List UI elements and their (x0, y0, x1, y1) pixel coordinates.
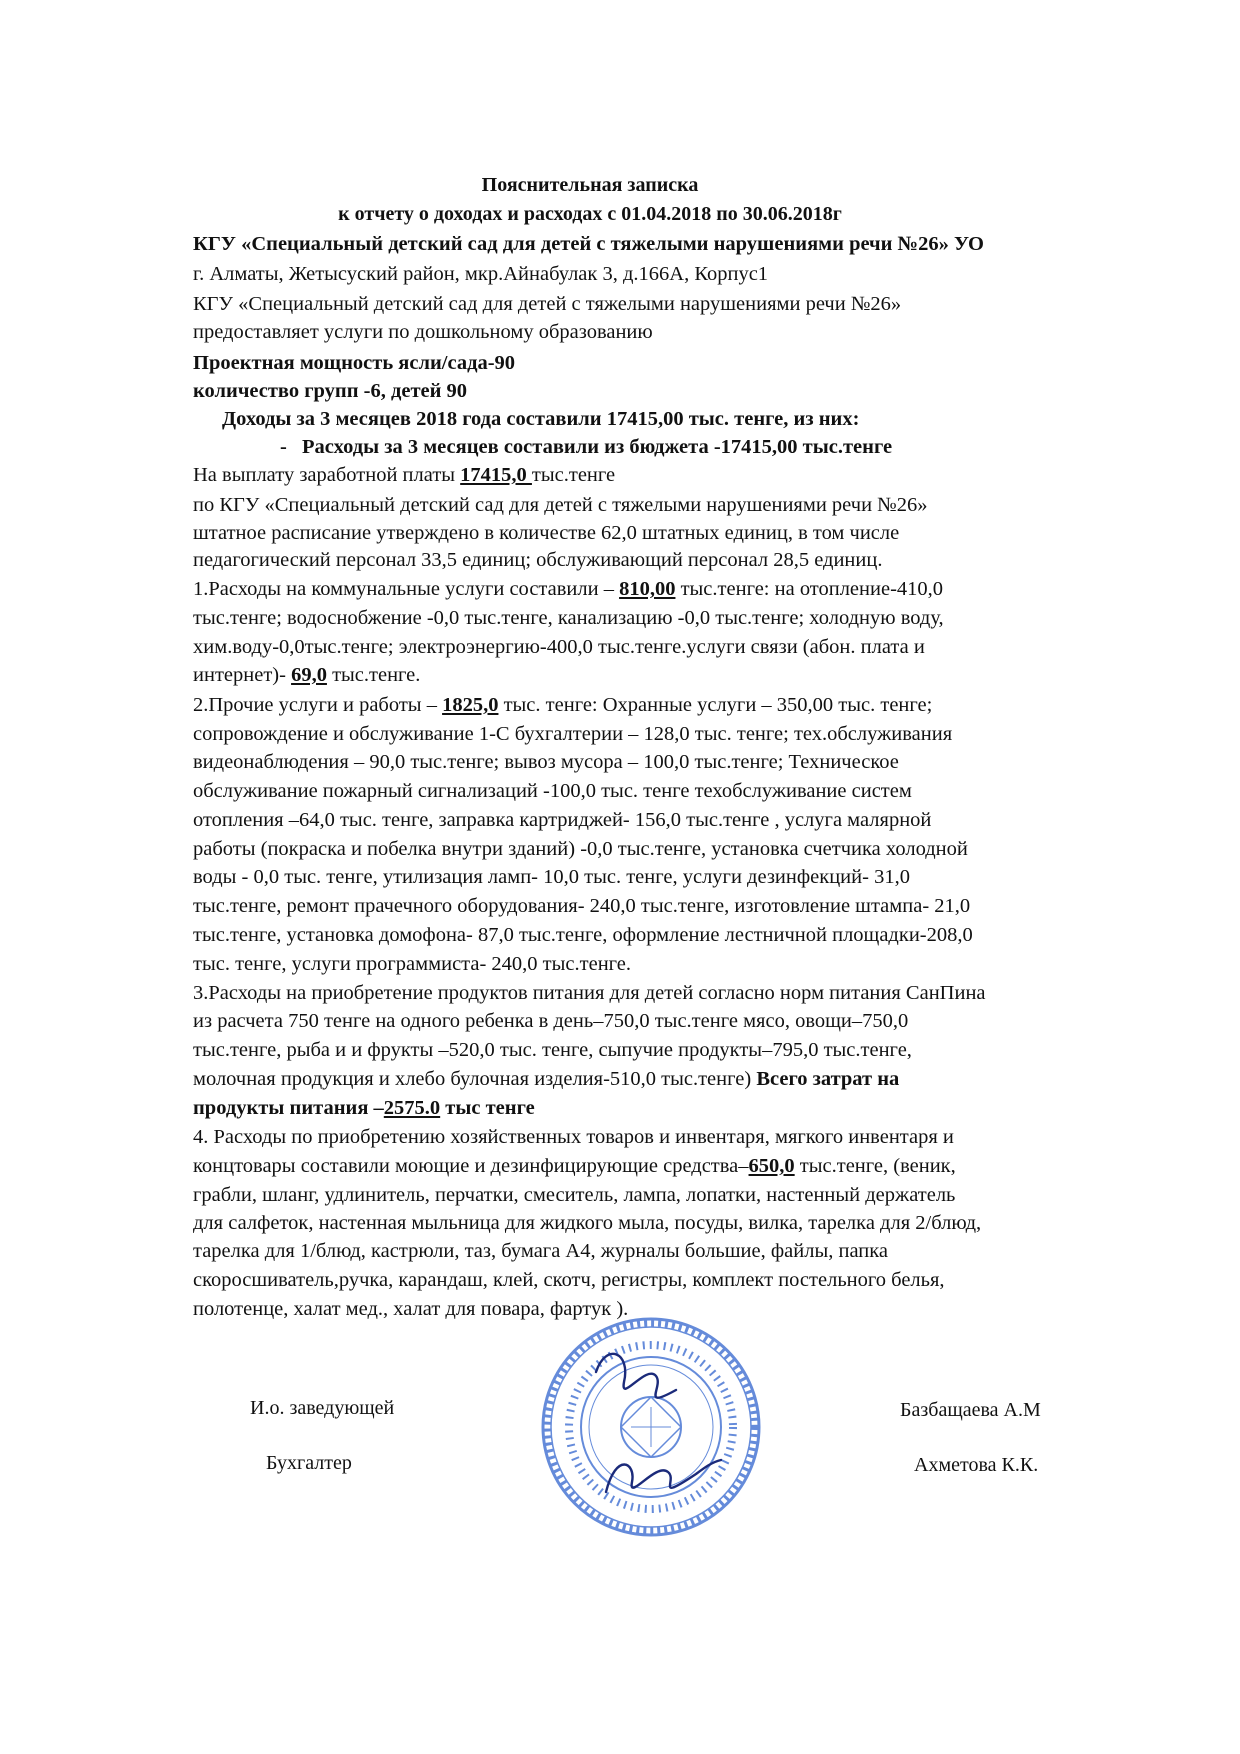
section4-line-7: полотенце, халат мед., халат для повара, фартук ). (193, 1298, 629, 1320)
section2-line-5: отопления –64,0 тыс. тенге, заправка картриджей- 156,0 тыс.тенге , услуга малярной (193, 809, 932, 831)
section2-line-7: воды - 0,0 тыс. тенге, утилизация ламп- 10,0 тыс. тенге, услуги дезинфекций- 31,0 (193, 866, 910, 888)
staff-line-1: по КГУ «Специальный детский сад для детей с тяжелыми нарушениями речи №26» (193, 494, 928, 516)
section4-line-1: 4. Расходы по приобретению хозяйственных товаров и инвентаря, мягкого инвентаря и (193, 1126, 954, 1148)
signature-name-accountant: Ахметова К.К. (914, 1454, 1039, 1476)
section1-text: тыс.тенге. (326, 664, 421, 686)
document-subtitle: к отчету о доходах и расходах с 01.04.2018 по 30.06.2018г (338, 203, 842, 225)
section2-text: тыс. тенге: Охранные услуги – 350,00 тыс. тенге; (498, 694, 933, 716)
address: г. Алматы, Жетысуский район, мкр.Айнабулак 3, д.166А, Корпус1 (193, 263, 769, 285)
section2-text: 2.Прочие услуги и работы – (193, 694, 443, 716)
section3-line-5 (193, 1097, 535, 1120)
salary-value: 17415,0 (460, 464, 532, 486)
section3-line-3: тыс.тенге, рыба и и фрукты –520,0 тыс. тенге, сыпучие продукты–795,0 тыс.тенге, (193, 1039, 912, 1061)
section3-total-label: Всего затрат на (756, 1068, 900, 1090)
section1-line-2: тыс.тенге; водоснобжение -0,0 тыс.тенге, канализацию -0,0 тыс.тенге; холодную воду, (193, 607, 944, 629)
section1-line-1 (193, 578, 943, 601)
section2-line-8: тыс.тенге, ремонт прачечного оборудования- 240,0 тыс.тенге, изготовление штампа- 21,0 (193, 895, 971, 917)
staff-line-2: штатное расписание утверждено в количестве 62,0 штатных единиц, в том числе (193, 522, 900, 544)
section3-line-1: 3.Расходы на приобретение продуктов питания для детей согласно норм питания СанПина (193, 982, 986, 1004)
section1-text: тыс.тенге: на отопление-410,0 (675, 578, 944, 600)
signature-role-director: И.о. заведующей (250, 1397, 395, 1419)
section4-line-3: грабли, шланг, удлинитель, перчатки, смеситель, лампа, лопатки, настенный держатель (193, 1184, 956, 1206)
section2-line-6: работы (покраска и побелка внутри зданий) -0,0 тыс.тенге, установка счетчика холодной (193, 838, 968, 860)
section2-line-9: тыс.тенге, установка домофона- 87,0 тыс.тенге, оформление лестничной площадки-208,0 (193, 924, 973, 946)
section2-line-2: сопровождение и обслуживание 1-С бухгалтерии – 128,0 тыс. тенге; тех.обслуживания (193, 723, 953, 745)
section4-line-6: скоросшиватель,ручка, карандаш, клей, скотч, регистры, комплект постельного белья, (193, 1269, 945, 1291)
utilities-total: 810,00 (619, 578, 676, 600)
supplies-total: 650,0 (748, 1155, 795, 1177)
signature-name-director: Базбащаева А.М (900, 1399, 1041, 1421)
section4-line-2 (193, 1155, 956, 1178)
section4-text: концтовары составили моющие и дезинфицирующие средства– (193, 1155, 749, 1177)
signature-role-accountant: Бухгалтер (266, 1452, 352, 1474)
section3-text: молочная продукция и хлебо булочная изделия-510,0 тыс.тенге) (193, 1068, 757, 1090)
expenses-text: Расходы за 3 месяцев составили из бюджета -17415,00 тыс.тенге (302, 436, 893, 458)
expenses-dash: - (280, 436, 287, 458)
org-name: КГУ «Специальный детский сад для детей с тяжелыми нарушениями речи №26» (193, 293, 902, 315)
section1-text: интернет)- (193, 664, 292, 686)
section2-line-4: обслуживание пожарный сигнализаций -100,0 тыс. тенге техобслуживание систем (193, 780, 912, 802)
section4-line-4: для салфеток, настенная мыльница для жидкого мыла, посуды, вилка, тарелка для 2/блюд, (193, 1212, 982, 1234)
other-services-total: 1825,0 (442, 694, 499, 716)
section4-text: тыс.тенге, (веник, (794, 1155, 956, 1177)
capacity-text: Проектная мощность ясли/сада-90 (193, 352, 516, 374)
communication-total: 69,0 (291, 664, 327, 686)
section1-line-4 (193, 664, 420, 687)
section3-line-4 (193, 1068, 899, 1091)
salary-prefix: На выплату заработной платы (193, 464, 461, 486)
section1-text: 1.Расходы на коммунальные услуги составили – (193, 578, 620, 600)
provides-text: предоставляет услуги по дошкольному образованию (193, 321, 653, 343)
section2-line-1 (193, 694, 932, 717)
section2-line-3: видеонаблюдения – 90,0 тыс.тенге; вывоз мусора – 100,0 тыс.тенге; Техническое (193, 751, 899, 773)
section2-line-10: тыс. тенге, услуги программиста- 240,0 тыс.тенге. (193, 953, 632, 975)
groups-text: количество групп -6, детей 90 (193, 380, 468, 402)
staff-line-3: педагогический персонал 33,5 единиц; обслуживающий персонал 28,5 единиц. (193, 549, 883, 571)
section1-line-3: хим.воду-0,0тыс.тенге; электроэнергию-400,0 тыс.тенге.услуги связи (абон. плата и (193, 636, 925, 658)
official-seal-icon (536, 1312, 766, 1542)
salary-line (193, 464, 615, 487)
document-title: Пояснительная записка (481, 174, 699, 196)
food-total: 2575.0 (383, 1097, 441, 1119)
salary-suffix: тыс.тенге (531, 464, 616, 486)
section3-total-text: тыс тенге (440, 1097, 535, 1119)
section3-total-text: продукты питания – (193, 1097, 384, 1119)
org-line: КГУ «Специальный детский сад для детей с тяжелыми нарушениями речи №26» УО (193, 233, 985, 255)
income-text: Доходы за 3 месяцев 2018 года составили 17415,00 тыс. тенге, из них: (222, 408, 860, 430)
section3-line-2: из расчета 750 тенге на одного ребенка в день–750,0 тыс.тенге мясо, овощи–750,0 (193, 1010, 909, 1032)
section4-line-5: тарелка для 1/блюд, кастрюли, таз, бумага А4, журналы большие, файлы, папка (193, 1240, 888, 1262)
